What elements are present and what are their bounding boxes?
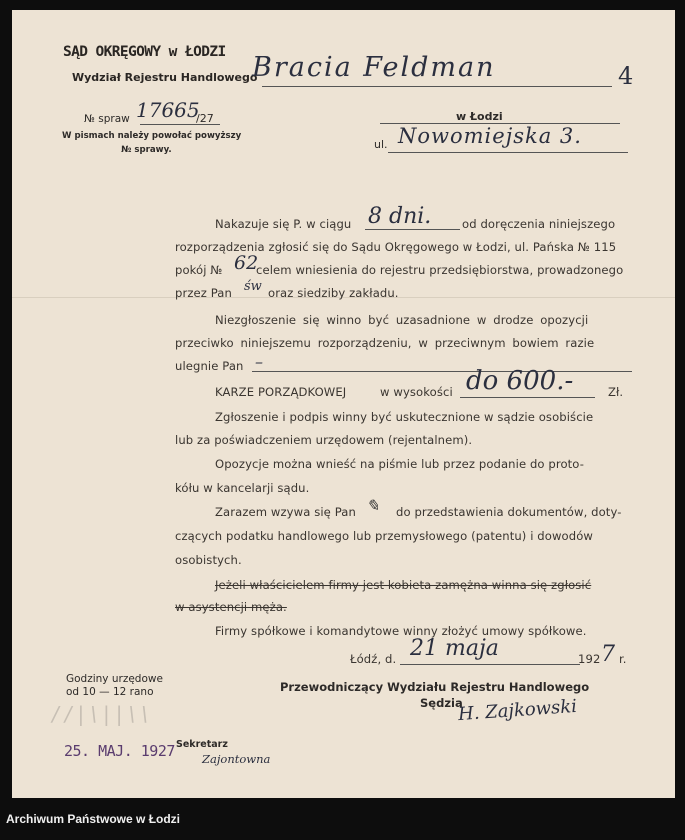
p6-line1-b: do przedstawienia dokumentów, doty- xyxy=(396,505,622,519)
p1-text-b: od doręczenia niniejszego xyxy=(462,217,616,231)
p6-line1-a: Zarazem wzywa się Pan xyxy=(215,505,356,519)
date-year-prefix: 192 xyxy=(578,652,601,666)
secretary-signature: Zajontowna xyxy=(202,752,271,766)
received-stamp-date: 25. MAJ. 1927 xyxy=(64,742,175,760)
department-name: Wydział Rejestru Handlowego xyxy=(72,71,258,84)
street-value: Nowomiejska 3. xyxy=(398,124,582,148)
signature-role: Sędzia xyxy=(420,696,463,710)
date-suffix: r. xyxy=(619,652,627,666)
p1-line4-a: przez Pan xyxy=(175,286,232,300)
date-line xyxy=(400,664,580,665)
p1-line3-a: pokój № xyxy=(175,263,223,277)
p1-line4-b: oraz siedziby zakładu. xyxy=(268,286,399,300)
p3-amount-line xyxy=(460,397,595,398)
archive-footer xyxy=(0,798,685,840)
recipient-name: Bracia Feldman xyxy=(252,52,496,83)
pencil-marks: //|\||\\ xyxy=(52,702,154,726)
p6-blot: ✎ xyxy=(366,496,380,515)
p2-line1: Niezgłoszenie się winno być uzasadnione w drodze opozycji xyxy=(215,313,589,327)
case-number-value: 17665 xyxy=(136,98,200,122)
secretary-label: Sekretarz xyxy=(176,739,228,750)
corner-mark: 4 xyxy=(618,62,634,90)
case-note-line2: № sprawy. xyxy=(121,145,172,155)
city-label: w Łodzi xyxy=(456,110,503,123)
signature-hand: H. Zajkowski xyxy=(457,695,578,726)
p3-currency: Zł. xyxy=(608,385,624,399)
p3-amount-label: w wysokości xyxy=(380,385,453,399)
p5-line2: kółu w kancelarji sądu. xyxy=(175,481,310,495)
office-hours-line1: Godziny urzędowe xyxy=(66,673,163,685)
archive-name: Archiwum Państwowe w Łodzi xyxy=(6,812,181,826)
p1-line4-hand: św xyxy=(244,279,262,294)
p3-amount-hand: do 600.- xyxy=(466,366,574,396)
recipient-line xyxy=(262,86,612,87)
p3-penalty-label: KARZE PORZĄDKOWEJ xyxy=(215,385,347,399)
p6-line2: czących podatku handlowego lub przemysłowego (patentu) i dowodów xyxy=(175,529,593,543)
p2-line3-hand: – xyxy=(255,352,263,371)
p1-room-hand: 62 xyxy=(234,252,259,274)
date-place: Łódź, d. xyxy=(350,652,397,666)
p2-line3-rule xyxy=(252,371,632,372)
signature-title: Przewodniczący Wydziału Rejestru Handlowego xyxy=(280,680,590,694)
case-year: /27 xyxy=(196,112,214,125)
p2-line2: przeciwko niniejszemu rozporządzeniu, w przeciwnym bowiem razie xyxy=(175,336,595,350)
p7-line1-struck: Jeżeli właścicielem firmy jest kobieta zamężna winna się zgłosić xyxy=(215,578,592,592)
p6-line3: osobistych. xyxy=(175,553,242,567)
p4-line2: lub za poświadczeniem urzędowem (rejentalnem). xyxy=(175,433,473,447)
court-name: SĄD OKRĘGOWY w ŁODZI xyxy=(63,44,226,60)
p1-line3-b: celem wniesienia do rejestru przedsiębiorstwa, prowadzonego xyxy=(256,263,624,277)
p2-line3-a: ulegnie Pan xyxy=(175,359,244,373)
p7-line2-struck: w asystencji męża. xyxy=(175,600,287,614)
p1-deadline-hand: 8 dni. xyxy=(368,204,432,229)
p1-deadline-line xyxy=(365,229,460,230)
street-label: ul. xyxy=(374,138,388,151)
office-hours-line2: od 10 — 12 rano xyxy=(66,686,154,698)
p5-line1: Opozycje można wnieść na piśmie lub przez podanie do proto- xyxy=(215,457,584,471)
date-day-month: 21 maja xyxy=(410,636,499,661)
street-line xyxy=(388,152,628,153)
p1-line2: rozporządzenia zgłosić się do Sądu Okręgowego w Łodzi, ul. Pańska № 115 xyxy=(175,240,617,254)
case-note-line1: W pismach należy powołać powyższy xyxy=(62,131,242,141)
case-number-label: № spraw xyxy=(84,113,130,125)
p4-line1: Zgłoszenie i podpis winny być uskutecznione w sądzie osobiście xyxy=(215,410,594,424)
date-year-hand: 7 xyxy=(601,642,615,667)
p8-text: Firmy spółkowe i komandytowe winny złożyć umowy spółkowe. xyxy=(215,624,587,638)
p1-text-a: Nakazuje się P. w ciągu xyxy=(215,217,352,231)
